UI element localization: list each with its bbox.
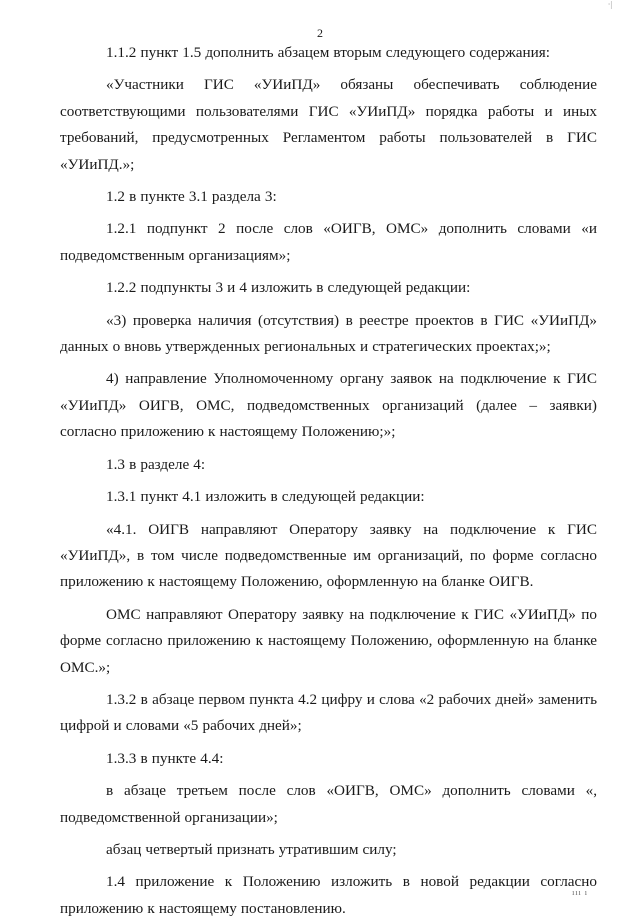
paragraph-item-3: «3) проверка наличия (отсутствия) в реестре проектов в ГИС «УИиПД» данных о вновь утвержденных региональных и стратегических проектах;»; (60, 311, 597, 356)
paragraph-1-4: 1.4 приложение к Положению изложить в новой редакции согласно приложению к настоящему постановлению. (60, 873, 597, 917)
paragraph-1-2-1: 1.2.1 подпункт 2 после слов «ОИГВ, ОМС» дополнить словами «и подведомственным организациям»; (60, 220, 597, 264)
paragraph-oms: ОМС направляют Оператору заявку на подключение к ГИС «УИиПД» по форме согласно приложению к настоящему Положению, оформленную на бланке ОМС.»; (60, 605, 597, 676)
paragraph-1-3-1: 1.3.1 пункт 4.1 изложить в следующей редакции: (106, 488, 425, 506)
paragraph-fourth-abzac: абзац четвертый признать утратившим силу; (106, 840, 397, 858)
paragraph-quote-participants: «Участники ГИС «УИиПД» обязаны обеспечивать соблюдение соответствующими пользователями ГИС «УИиПД» порядка работы и иных требований, предусмотренных Регламентом работы пользователей в ГИС «УИиПД.»; (60, 76, 597, 173)
paragraph-1-2-2: 1.2.2 подпункты 3 и 4 изложить в следующей редакции: (106, 279, 471, 297)
document-body (60, 40, 597, 922)
scan-mark-top-icon: ·| (607, 0, 612, 9)
paragraph-1-3-3: 1.3.3 в пункте 4.4: (106, 749, 224, 767)
paragraph-4-1: «4.1. ОИГВ направляют Оператору заявку на подключение к ГИС «УИиПД», в том числе подведомственные им организаций, по форме согласно приложению к настоящему Положению, оформленную на бланке ОИГВ. (60, 520, 597, 591)
paragraph-item-4: 4) направление Уполномоченному органу заявок на подключение к ГИС «УИиПД» ОИГВ, ОМС, подведомственных организаций (далее – заявки) согласно приложению к настоящему Положению;»; (60, 370, 597, 441)
paragraph-1-3-2: 1.3.2 в абзаце первом пункта 4.2 цифру и слова «2 рабочих дней» заменить цифрой и словами «5 рабочих дней»; (60, 690, 597, 735)
paragraph-1-3: 1.3 в разделе 4: (106, 455, 206, 473)
page-number: 2 (317, 26, 323, 40)
paragraph-third-abzac: в абзаце третьем после слов «ОИГВ, ОМС» дополнить словами «, подведомственной организации»; (60, 782, 597, 826)
scan-mark-icon: ııı ı (572, 888, 588, 897)
paragraph-1-1-2: 1.1.2 пункт 1.5 дополнить абзацем вторым следующего содержания: (106, 44, 550, 61)
paragraph-1-2: 1.2 в пункте 3.1 раздела 3: (106, 188, 277, 206)
